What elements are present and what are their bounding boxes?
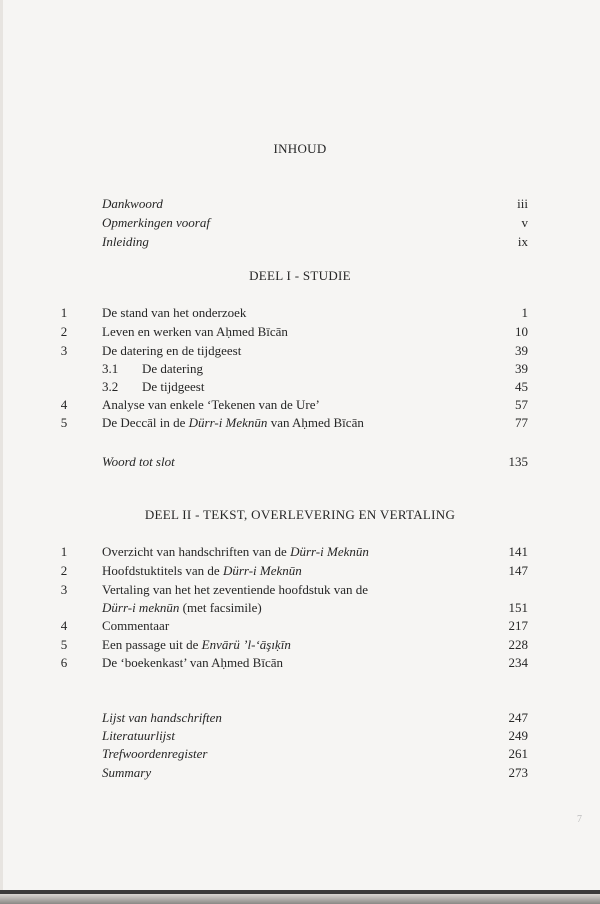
toc-entry-title: Vertaling van het het zeventiende hoofdstuk van de [102, 582, 369, 597]
toc-entry-page: 141 [508, 544, 528, 559]
toc-text-italic: Dürr-i Meknūn [222, 563, 302, 578]
toc-entry-page: 249 [508, 728, 528, 743]
toc-subentry-title [102, 360, 203, 378]
toc-entry-page: ix [517, 234, 528, 249]
toc-text-italic: Dürr-i Meknūn [290, 544, 369, 559]
toc-entry [0, 304, 600, 322]
toc-entry-number: 2 [60, 324, 68, 339]
contents-title: INHOUD [273, 141, 327, 156]
toc-entry [0, 396, 600, 414]
toc-text-italic: Dürr-i meknūn [102, 600, 180, 615]
toc-entry-title: Woord tot slot [102, 454, 175, 469]
toc-entry-number: 6 [60, 655, 68, 670]
toc-entry-title: Leven en werken van Aḥmed Bīcān [102, 324, 288, 339]
toc-entry-number: 4 [60, 397, 68, 412]
toc-entry-page: 261 [508, 746, 528, 761]
toc-entry-number: 5 [60, 415, 68, 430]
toc-text-part: De Deccāl in de [102, 415, 189, 430]
toc-entry-title: Dankwoord [102, 196, 163, 211]
toc-entry-page: 1 [521, 305, 528, 320]
toc-entry-title: Trefwoordenregister [102, 746, 208, 761]
toc-entry-title: Analyse van enkele ‘Tekenen van de Ure’ [102, 397, 320, 412]
toc-entry-title: De stand van het onderzoek [102, 305, 247, 320]
page-bottom-edge [0, 894, 600, 904]
toc-entry [0, 195, 600, 213]
toc-entry-page: 273 [508, 765, 528, 780]
toc-text-italic: Envārü ’l-‘āşıḳīn [201, 637, 291, 652]
toc-entry-title: Literatuurlijst [102, 728, 175, 743]
toc-entry-title: Inleiding [102, 234, 149, 249]
toc-entry [0, 745, 600, 763]
toc-entry-page: 10 [515, 324, 528, 339]
toc-entry-number: 2 [60, 563, 68, 578]
toc-entry-number: 3 [60, 343, 68, 358]
toc-entry [0, 636, 600, 654]
toc-subentry-number: 3.1 [102, 361, 119, 376]
toc-entry-number: 3 [60, 582, 68, 597]
toc-entry [0, 617, 600, 635]
toc-entry-page: 135 [508, 454, 528, 469]
toc-entry-page: 147 [508, 563, 528, 578]
toc-entry-title: De datering en de tijdgeest [102, 343, 242, 358]
toc-entry-continuation [0, 599, 600, 617]
toc-entry [0, 214, 600, 232]
toc-subentry-text: De tijdgeest [142, 379, 205, 394]
toc-entry-title: Commentaar [102, 618, 170, 633]
toc-subentry-title [102, 378, 204, 396]
part2-heading: DEEL II - TEKST, OVERLEVERING EN VERTALING [144, 507, 456, 522]
toc-subentry [0, 360, 600, 378]
toc-text-part: van Aḥmed Bīcān [267, 415, 364, 430]
toc-entry-title: Opmerkingen vooraf [102, 215, 210, 230]
toc-entry-page: 228 [508, 637, 528, 652]
toc-entry-number: 4 [60, 618, 68, 633]
toc-entry-page: 151 [508, 600, 528, 615]
toc-entry-page: 77 [515, 415, 528, 430]
toc-entry-title [102, 414, 364, 432]
toc-entry-number: 1 [60, 305, 68, 320]
toc-text-part: Een passage uit de [102, 637, 202, 652]
toc-entry-number: 1 [60, 544, 68, 559]
toc-entry [0, 543, 600, 561]
toc-subentry-number: 3.2 [102, 379, 119, 394]
part1-heading: DEEL I - STUDIE [249, 268, 351, 283]
toc-entry-page: iii [517, 196, 528, 211]
toc-entry [0, 654, 600, 672]
toc-entry-title: Summary [102, 765, 152, 780]
toc-entry-title [102, 599, 262, 617]
toc-entry-page: 234 [508, 655, 528, 670]
toc-entry-page: 57 [515, 397, 528, 412]
toc-entry-page: 39 [515, 343, 528, 358]
toc-entry-title: Lijst van handschriften [102, 710, 222, 725]
toc-entry [0, 764, 600, 782]
toc-entry [0, 323, 600, 341]
toc-entry [0, 727, 600, 745]
toc-entry-page: v [521, 215, 528, 230]
toc-subentry [0, 378, 600, 396]
toc-entry-title: De ‘boekenkast’ van Aḥmed Bīcān [102, 655, 283, 670]
toc-entry [0, 562, 600, 580]
toc-entry-page: 247 [508, 710, 528, 725]
toc-entry-title [102, 562, 302, 580]
toc-entry-page: 217 [508, 618, 528, 633]
toc-entry-title [102, 636, 291, 654]
toc-text-part: Overzicht van handschriften van de [102, 544, 291, 559]
toc-entry [0, 342, 600, 360]
toc-entry-page: 39 [515, 361, 528, 376]
toc-entry [0, 581, 600, 599]
corner-mark: 7 [577, 814, 582, 825]
toc-entry [0, 233, 600, 251]
toc-entry [0, 709, 600, 727]
toc-entry-page: 45 [515, 379, 528, 394]
toc-text-part: Hoofdstuktitels van de [102, 563, 223, 578]
toc-entry-number: 5 [60, 637, 68, 652]
toc-text-italic: Dürr-i Meknūn [188, 415, 268, 430]
toc-text-part: (met facsimile) [179, 600, 262, 615]
toc-subentry-text: De datering [142, 361, 204, 376]
toc-entry [0, 453, 600, 471]
toc-entry-title [102, 543, 369, 561]
toc-entry [0, 414, 600, 432]
